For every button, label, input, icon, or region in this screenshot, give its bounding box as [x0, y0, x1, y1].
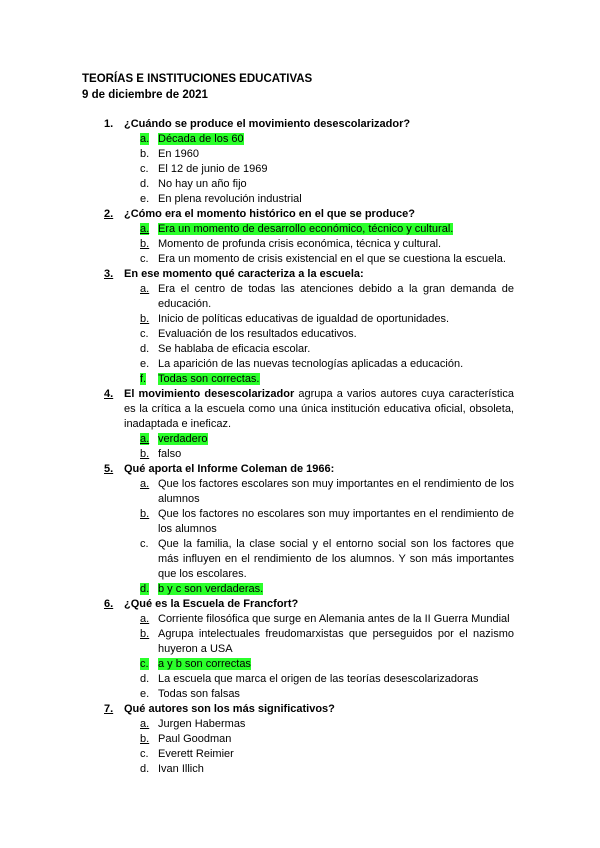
option-letter: b.: [140, 628, 150, 640]
option-text: Evaluación de los resultados educativos.: [158, 328, 357, 340]
option-letter: a.: [140, 478, 150, 490]
option-text: Que los factores no escolares son muy importantes en el rendimiento de los alumnos: [158, 508, 514, 535]
option-text: La aparición de las nuevas tecnologías aplicadas a educación.: [158, 358, 464, 370]
option-letter: b.: [140, 238, 150, 250]
option-letter: b.: [140, 733, 150, 745]
option-text: No hay un año fijo: [158, 178, 247, 190]
option-text: Corriente filosófica que surge en Alemania antes de la II Guerra Mundial: [158, 613, 510, 625]
option-text: Inicio de políticas educativas de igualdad de oportunidades.: [158, 313, 450, 325]
question-number: 7.: [104, 703, 114, 715]
option-letter: b.: [140, 313, 150, 325]
option-text: Everett Reimier: [158, 748, 234, 760]
option-letter: a.: [140, 433, 150, 445]
option-letter: d.: [140, 673, 150, 685]
option-text: verdadero: [158, 433, 208, 445]
option-text: En 1960: [158, 148, 199, 160]
option-letter: a.: [140, 133, 150, 145]
option-text: Que los factores escolares son muy importantes en el rendimiento de los alumnos: [158, 478, 514, 505]
option-text: Todas son falsas: [158, 688, 240, 700]
option-letter: d.: [140, 178, 150, 190]
option-text: Paul Goodman: [158, 733, 232, 745]
option-text: El 12 de junio de 1969: [158, 163, 268, 175]
question-number: 4.: [104, 388, 114, 400]
question-text: ¿Cuándo se produce el movimiento desescolarizador?: [124, 118, 411, 130]
document-date: 9 de diciembre de 2021: [82, 89, 208, 101]
option-text: falso: [158, 448, 182, 460]
option-letter: e.: [140, 358, 150, 370]
option-text: Jurgen Habermas: [158, 718, 246, 730]
question-text: En ese momento qué caracteriza a la escuela:: [124, 268, 364, 280]
option-text: Momento de profunda crisis económica, técnica y cultural.: [158, 238, 442, 250]
option-letter: c.: [140, 163, 149, 175]
option-letter: c.: [140, 328, 149, 340]
option-letter: d.: [140, 763, 150, 775]
option-text: Ivan Illich: [158, 763, 204, 775]
document-title: TEORÍAS E INSTITUCIONES EDUCATIVAS: [82, 73, 313, 85]
option-letter: e.: [140, 193, 150, 205]
option-text: Era un momento de crisis existencial en el que se cuestiona la escuela.: [158, 253, 506, 265]
option-text: La escuela que marca el origen de las teorías desescolarizadoras: [158, 673, 479, 685]
option-letter: a.: [140, 223, 150, 235]
option-letter: a.: [140, 283, 150, 295]
option-letter: b.: [140, 448, 150, 460]
option-letter: a.: [140, 613, 150, 625]
option-text: Se hablaba de eficacia escolar.: [158, 343, 311, 355]
option-letter: f.: [140, 373, 147, 385]
option-letter: c.: [140, 748, 149, 760]
option-letter: c.: [140, 658, 149, 670]
question-text: ¿Qué es la Escuela de Francfort?: [124, 598, 299, 610]
option-text: Era un momento de desarrollo económico, técnico y cultural.: [158, 223, 454, 235]
question-number: 1.: [104, 118, 114, 130]
option-letter: e.: [140, 688, 150, 700]
option-letter: c.: [140, 253, 149, 265]
question-number: 2.: [104, 208, 114, 220]
question-text: Qué autores son los más significativos?: [124, 703, 335, 715]
option-letter: d.: [140, 583, 150, 595]
option-text: b y c son verdaderas.: [158, 583, 264, 595]
question-bold-lead: El movimiento desescolarizador: [124, 388, 295, 400]
question-number: 5.: [104, 463, 114, 475]
question-text: agrupa a varios autores cuya característica es la crítica a la escuela como una única institución educativa oficial, obsoleta, inadaptada e ineficaz.: [124, 388, 514, 430]
option-text: Todas son correctas.: [158, 373, 260, 385]
option-letter: d.: [140, 343, 150, 355]
option-text: Agrupa intelectuales freudomarxistas que perseguidos por el nazismo huyeron a USA: [158, 628, 514, 655]
question-text: ¿Cómo era el momento histórico en el que se produce?: [124, 208, 415, 220]
option-text: En plena revolución industrial: [158, 193, 302, 205]
option-letter: b.: [140, 148, 150, 160]
option-text: Era el centro de todas las atenciones debido a la gran demanda de educación.: [158, 283, 514, 310]
question-number: 3.: [104, 268, 114, 280]
option-letter: b.: [140, 508, 150, 520]
question-text: Qué aporta el Informe Coleman de 1966:: [124, 463, 335, 475]
option-text: Década de los 60: [158, 133, 244, 145]
option-text: Que la familia, la clase social y el entorno social son los factores que más influyen en el rendimiento de los alumnos. Y son más importantes que los escolares.: [158, 538, 514, 580]
option-text: a y b son correctas: [158, 658, 251, 670]
question-number: 6.: [104, 598, 114, 610]
option-letter: c.: [140, 538, 149, 550]
option-letter: a.: [140, 718, 150, 730]
